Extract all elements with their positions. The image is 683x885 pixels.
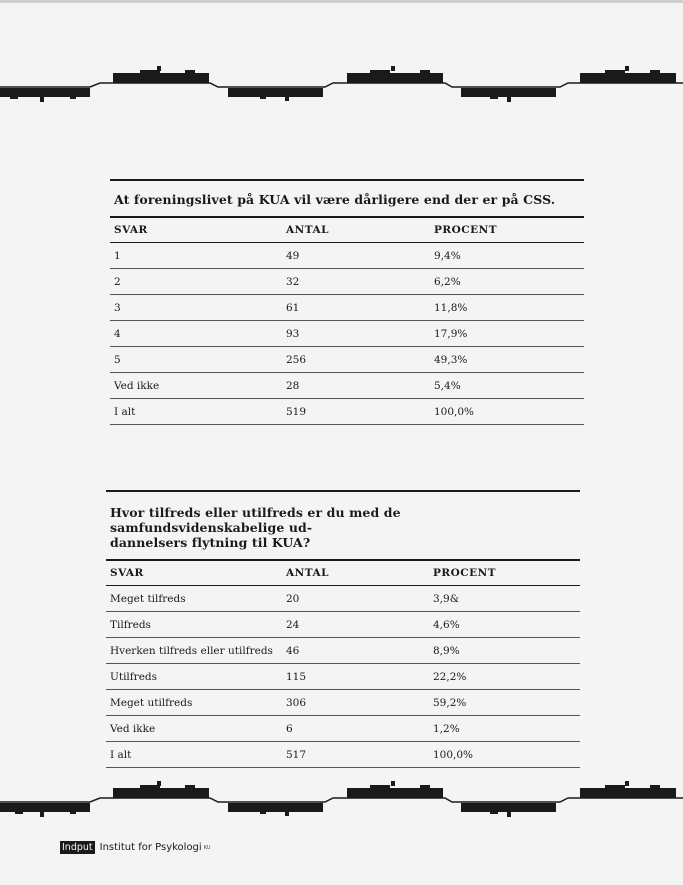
cell-svar: Meget tilfreds bbox=[110, 592, 186, 605]
cell-procent: 17,9% bbox=[434, 327, 468, 340]
table-title-line-1: Hvor tilfreds eller utilfreds er du med de samfundsvidenskabelige ud- bbox=[110, 505, 401, 535]
cell-antal: 519 bbox=[286, 405, 307, 418]
cell-svar: 4 bbox=[114, 327, 121, 340]
cell-procent: 5,4% bbox=[434, 379, 461, 392]
table-title: At foreningslivet på KUA vil være dårligere end der er på CSS. bbox=[114, 192, 556, 207]
table-row bbox=[110, 373, 584, 399]
survey-table-foreningsliv bbox=[110, 179, 584, 425]
table-row bbox=[110, 243, 584, 269]
header-svar: SVAR bbox=[114, 224, 148, 236]
top-border bbox=[0, 0, 683, 3]
table-header-row bbox=[110, 218, 584, 243]
table-row bbox=[110, 347, 584, 373]
skyline-decoration-top bbox=[0, 65, 683, 125]
cell-procent: 3,9& bbox=[433, 592, 460, 605]
table-row bbox=[106, 664, 580, 690]
cell-procent: 49,3% bbox=[434, 353, 468, 366]
cell-procent: 22,2% bbox=[433, 670, 467, 683]
cell-antal: 93 bbox=[286, 327, 300, 340]
cell-svar: Ved ikke bbox=[110, 722, 156, 735]
cell-svar: I alt bbox=[110, 748, 132, 761]
header-svar: SVAR bbox=[110, 567, 144, 579]
cell-procent: 9,4% bbox=[434, 249, 461, 262]
cell-antal: 46 bbox=[286, 644, 300, 657]
header-antal: ANTAL bbox=[286, 567, 330, 579]
cell-antal: 517 bbox=[286, 748, 307, 761]
header-antal: ANTAL bbox=[286, 224, 330, 236]
cell-svar: Tilfreds bbox=[110, 618, 151, 631]
cell-procent: 11,8% bbox=[434, 301, 468, 314]
footer-tag: Indput bbox=[62, 842, 93, 853]
table-row bbox=[110, 399, 584, 425]
cell-antal: 306 bbox=[286, 696, 307, 709]
cell-procent: 100,0% bbox=[434, 405, 475, 418]
table-row bbox=[106, 716, 580, 742]
table-row bbox=[110, 269, 584, 295]
cell-antal: 20 bbox=[286, 592, 300, 605]
cell-svar: Utilfreds bbox=[110, 670, 158, 683]
table-row bbox=[106, 586, 580, 612]
cell-procent: 59,2% bbox=[433, 696, 467, 709]
header-procent: PROCENT bbox=[434, 224, 498, 236]
cell-antal: 6 bbox=[286, 722, 293, 735]
table-row bbox=[106, 638, 580, 664]
cell-antal: 256 bbox=[286, 353, 307, 366]
table-header-row bbox=[106, 561, 580, 586]
survey-table-tilfredshed bbox=[106, 490, 580, 768]
table-title bbox=[106, 492, 580, 559]
cell-procent: 8,9% bbox=[433, 644, 460, 657]
cell-svar: Hverken tilfreds eller utilfreds bbox=[110, 644, 273, 657]
page-footer bbox=[60, 841, 211, 854]
table-title-line-2: dannelsers flytning til KUA? bbox=[110, 535, 311, 550]
cell-svar: 1 bbox=[114, 249, 121, 262]
cell-svar: 5 bbox=[114, 353, 121, 366]
footer-mark: KU bbox=[203, 844, 211, 851]
cell-antal: 24 bbox=[286, 618, 300, 631]
cell-svar: I alt bbox=[114, 405, 136, 418]
cell-svar: 2 bbox=[114, 275, 121, 288]
cell-antal: 32 bbox=[286, 275, 300, 288]
footer-institute: Institut for Psykologi bbox=[99, 842, 202, 853]
cell-svar: Ved ikke bbox=[114, 379, 160, 392]
table-row bbox=[106, 742, 580, 768]
cell-antal: 61 bbox=[286, 301, 300, 314]
cell-antal: 28 bbox=[286, 379, 300, 392]
skyline-decoration-bottom bbox=[0, 780, 683, 840]
cell-procent: 100,0% bbox=[433, 748, 474, 761]
table-row bbox=[106, 612, 580, 638]
cell-procent: 4,6% bbox=[433, 618, 460, 631]
cell-antal: 115 bbox=[286, 670, 307, 683]
cell-svar: Meget utilfreds bbox=[110, 696, 193, 709]
table-row bbox=[110, 321, 584, 347]
table-row bbox=[106, 690, 580, 716]
header-procent: PROCENT bbox=[433, 567, 497, 579]
cell-procent: 6,2% bbox=[434, 275, 461, 288]
cell-procent: 1,2% bbox=[433, 722, 460, 735]
cell-svar: 3 bbox=[114, 301, 121, 314]
table-row bbox=[110, 295, 584, 321]
cell-antal: 49 bbox=[286, 249, 300, 262]
